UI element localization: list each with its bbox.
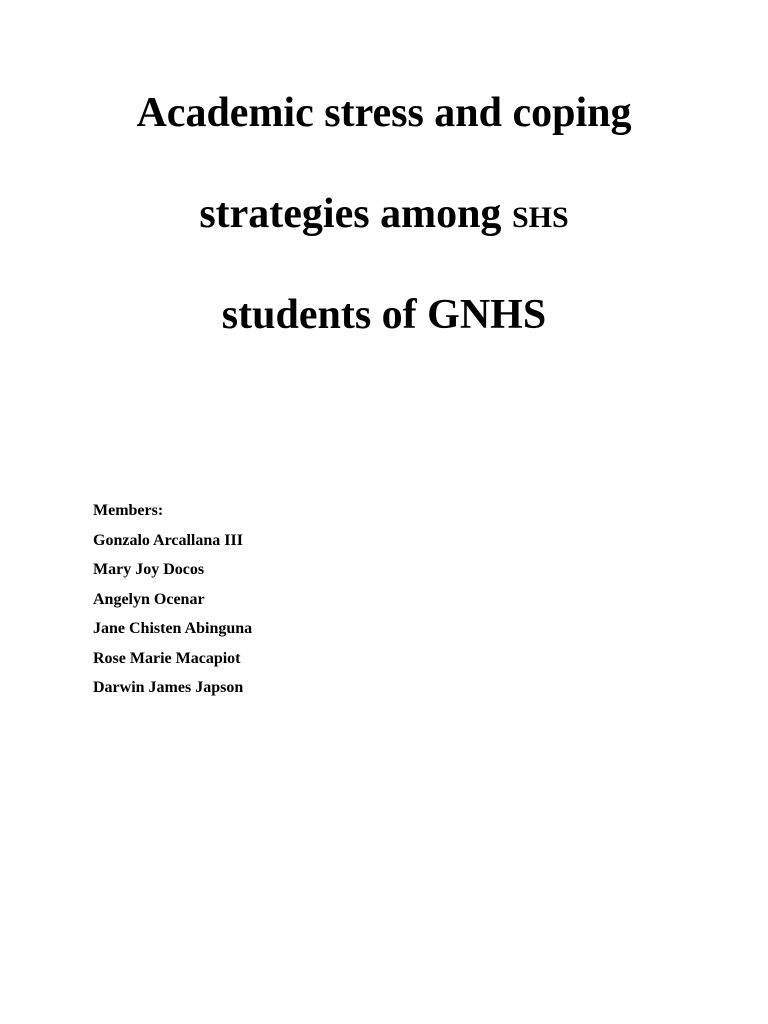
member-name: Darwin James Japson [93, 679, 244, 696]
member-name: Gonzalo Arcallana III [93, 531, 243, 549]
member-name: Jane Chisten Abinguna [93, 620, 253, 637]
member-name: Mary Joy Docos [93, 561, 205, 578]
members-list [93, 496, 493, 703]
member-name: Angelyn Ocenar [93, 590, 205, 608]
title-line-1: Academic stress and coping [136, 90, 632, 136]
members-heading: Members: [93, 502, 164, 519]
title-line-2-abbrev: SHS [511, 201, 569, 234]
document-title [0, 88, 768, 340]
title-line-3: students of GNHS [221, 292, 547, 338]
title-line-2 [0, 189, 768, 239]
title-line-2-text: strategies among [199, 191, 512, 237]
member-name: Rose Marie Macapiot [93, 649, 241, 667]
